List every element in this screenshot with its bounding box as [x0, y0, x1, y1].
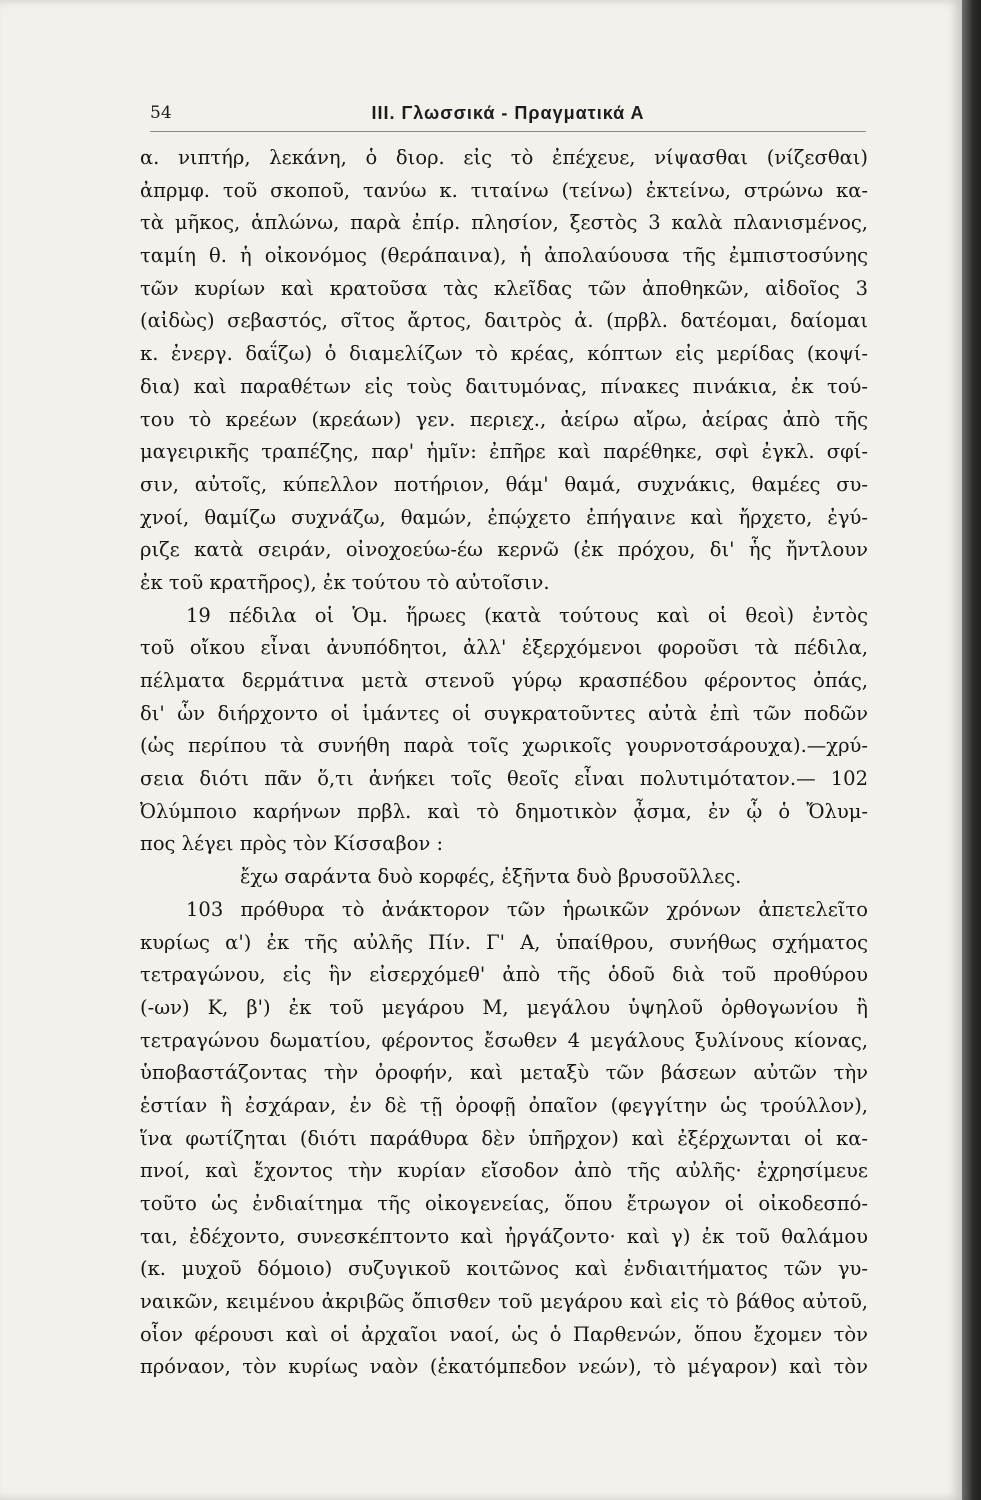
text-line: πος λέγει πρὸς τὸν Κίσσαβον :	[140, 832, 444, 856]
text-line: (κ. μυχοῦ δόμοιο) συζυγικοῦ κοιτῶνος καὶ ἐνδιαιτήματος τῶν γυ-	[140, 1257, 868, 1281]
text-line: ται, ἐδέχοντο, συνεσκέπτοντο καὶ ἠργάζοντο· καὶ γ) ἐκ τοῦ θαλάμου	[140, 1224, 868, 1248]
text-line: ναικῶν, κειμένου ἀκριβῶς ὄπισθεν τοῦ μεγάρου καὶ εἰς τὸ βάθος αὐτοῦ,	[140, 1290, 868, 1314]
text-line: τοῦ οἴκου εἶναι ἀνυπόδητοι, ἀλλ' ἐξερχόμενοι φοροῦσι τὰ πέδιλα,	[140, 636, 868, 660]
text-line: Ὀλύμποιο καρήνων πρβλ. καὶ τὸ δημοτικὸν ᾆσμα, ἐν ᾧ ὁ Ὄλυμ-	[140, 799, 868, 823]
text-line: (αἰδὼς) σεβαστός, σῖτος ἄρτος, δαιτρὸς ἀ. (πρβλ. δατέομαι, δαίομαι	[140, 309, 868, 333]
text-line: ἐκ τοῦ κρατῆρος), ἐκ τούτου τὸ αὐτοῖσιν.	[140, 570, 550, 594]
text-line-paragraph-start: 103 πρόθυρα τὸ ἀνάκτορον τῶν ἡρωικῶν χρόνων ἀπετελεῖτο	[186, 897, 868, 921]
book-spine-shadow	[962, 0, 981, 1500]
text-line: ριζε κατὰ σειράν, οἰνοχοεύω-έω κερνῶ (ἐκ πρόχου, δι' ἧς ἤντλουν	[140, 538, 868, 562]
text-line: του τὸ κρεέων (κρεάων) γεν. περιεχ., ἀείρω αἴρω, ἀείρας ἀπὸ τῆς	[140, 407, 868, 431]
running-head: III. Γλωσσικά - Πραγματικά Α	[371, 103, 645, 123]
text-line: πέλματα δερμάτινα μετὰ στενοῦ γύρῳ κρασπέδου φέροντος ὀπάς,	[140, 669, 868, 692]
text-line: α. νιπτήρ, λεκάνη, ὁ διορ. εἰς τὸ ἐπέχευε, νίψασθαι (νίζεσθαι)	[140, 146, 868, 169]
text-line: πρόναον, τὸν κυρίως ναὸν (ἑκατόμπεδον νεών), τὸ μέγαρον) καὶ τὸν	[140, 1355, 868, 1379]
verse-line: ἔχω σαράντα δυὸ κορφές, ἑξῆντα δυὸ βρυσοῦλλες.	[240, 865, 742, 889]
text-line: σιν, αὐτοῖς, κύπελλον ποτήριον, θάμ' θαμά, συχνάκις, θαμέες συ-	[140, 472, 868, 496]
text-line: τὰ μῆκος, ἁπλώνω, παρὰ ἐπίρ. πλησίον, ξεστὸς 3 καλὰ πλανισμένος,	[140, 211, 868, 235]
text-line: (ὡς περίπου τὰ συνήθη παρὰ τοῖς χωρικοῖς γουρνοτσάρουχα).—χρύ-	[140, 734, 868, 758]
body-text	[140, 142, 868, 1384]
text-line: χνοί, θαμίζω συχνάζω, θαμών, ἐπῴχετο ἐπήγαινε καὶ ἤρχετο, ἐγύ-	[140, 505, 868, 529]
text-line: ταμίη θ. ἡ οἰκονόμος (θεράπαινα), ἡ ἀπολαύουσα τῆς ἐμπιστοσύνης	[140, 244, 868, 268]
text-line: ὑποβαστάζοντας τὴν ὀροφήν, καὶ μεταξὺ τῶν βάσεων αὐτῶν τὴν	[140, 1061, 868, 1085]
text-line-paragraph-start: 19 πέδιλα οἱ Ὁμ. ἥρωες (κατὰ τούτους καὶ οἱ θεοὶ) ἐντὸς	[186, 603, 868, 627]
text-line: (-ων) Κ, β') ἐκ τοῦ μεγάρου Μ, μεγάλου ὑψηλοῦ ὀρθογωνίου ἢ	[140, 995, 868, 1019]
page-header	[150, 103, 866, 132]
text-line: μαγειρικῆς τραπέζης, παρ' ἡμῖν: ἐπῆρε καὶ παρέθηκε, σφὶ ἐγκλ. σφί-	[140, 440, 868, 464]
text-line: τοῦτο ὡς ἐνδιαίτημα τῆς οἰκογενείας, ὅπου ἔτρωγον οἱ οἰκοδεσπό-	[140, 1192, 868, 1215]
text-line: ἀπρμφ. τοῦ σκοποῦ, τανύω κ. τιταίνω (τείνω) ἐκτείνω, στρώνω κα-	[140, 178, 868, 202]
text-line: ἵνα φωτίζηται (διότι παράθυρα δὲν ὑπῆρχον) καὶ ἐξέρχωνται οἱ κα-	[140, 1126, 868, 1150]
text-line: κυρίως α') ἐκ τῆς αὐλῆς Πίν. Γ' Α, ὑπαίθρου, συνήθως σχήματος	[140, 930, 868, 954]
page-number: 54	[150, 103, 172, 123]
text-line: δι' ὧν διήρχοντο οἱ ἱμάντες οἱ συγκρατοῦντες αὐτὰ ἐπὶ τῶν ποδῶν	[140, 701, 868, 725]
text-line: σεια διότι πᾶν ὅ,τι ἀνήκει τοῖς θεοῖς εἶναι πολυτιμότατον.— 102	[140, 767, 868, 791]
text-line: πνοί, καὶ ἔχοντος τὴν κυρίαν εἴσοδον ἀπὸ τῆς αὐλῆς· ἐχρησίμευε	[140, 1159, 868, 1183]
text-line: ἑστίαν ἢ ἐσχάραν, ἐν δὲ τῇ ὀροφῇ ὀπαῖον (φεγγίτην ὡς τρούλλον),	[140, 1093, 868, 1117]
text-line: κ. ἐνεργ. δαΐζω) ὁ διαμελίζων τὸ κρέας, κόπτων εἰς μερίδας (κοψί-	[140, 342, 868, 366]
text-line: τῶν κυρίων καὶ κρατοῦσα τὰς κλεῖδας τῶν ἀποθηκῶν, αἰδοῖος 3	[140, 276, 868, 300]
text-line: τετραγώνου, εἰς ἣν εἰσερχόμεθ' ἀπὸ τῆς ὁδοῦ διὰ τοῦ προθύρου	[140, 963, 868, 987]
text-line: δια) καὶ παραθέτων εἰς τοὺς δαιτυμόνας, πίνακες πινάκια, ἐκ τού-	[140, 374, 868, 398]
text-line: οἷον φέρουσι καὶ οἱ ἀρχαῖοι ναοί, ὡς ὁ Παρθενών, ὅπου ἔχομεν τὸν	[140, 1322, 868, 1346]
text-line: τετραγώνου δωματίου, φέροντος ἔσωθεν 4 μεγάλους ξυλίνους κίονας,	[140, 1028, 868, 1052]
